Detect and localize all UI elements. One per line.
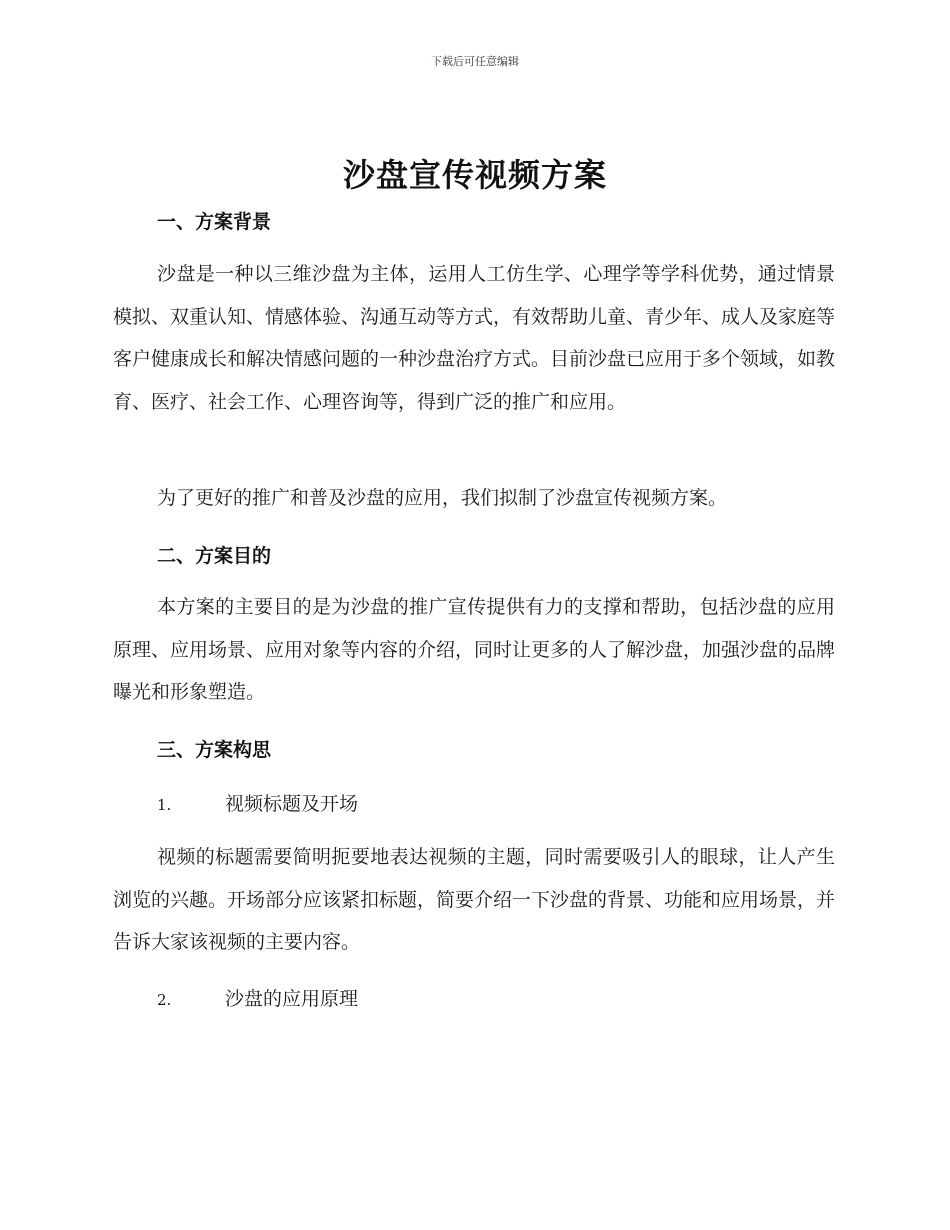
list-item-title-opening xyxy=(157,789,358,816)
list-item-label: 沙盘的应用原理 xyxy=(225,988,359,1010)
list-item-number: 2. xyxy=(157,991,172,1009)
document-title: 沙盘宣传视频方案 xyxy=(342,156,607,194)
paragraph-objective: 本方案的主要目的是为沙盘的推广宣传提供有力的支撑和帮助，包括沙盘的应用原理、应用场景、应用对象等内容的介绍，同时让更多的人了解沙盘，加强沙盘的品牌曝光和形象塑造。 xyxy=(113,596,836,703)
section-heading-background: 一、方案背景 xyxy=(157,211,272,233)
section-heading-objective: 二、方案目的 xyxy=(157,545,272,567)
header-note: 下载后可任意编辑 xyxy=(431,55,519,68)
paragraph-title-opening: 视频的标题需要简明扼要地表达视频的主题，同时需要吸引人的眼球，让人产生浏览的兴趣。开场部分应该紧扣标题，简要介绍一下沙盘的背景、功能和应用场景，并告诉大家该视频的主要内容。 xyxy=(113,846,836,953)
list-item-application-principle xyxy=(157,984,358,1011)
list-item-number: 1. xyxy=(157,796,172,814)
paragraph-purpose-intro: 为了更好的推广和普及沙盘的应用，我们拟制了沙盘宣传视频方案。 xyxy=(157,487,728,509)
paragraph-background: 沙盘是一种以三维沙盘为主体，运用人工仿生学、心理学等学科优势，通过情景模拟、双重认知、情感体验、沟通互动等方式，有效帮助儿童、青少年、成人及家庭等客户健康成长和解决情感问题的一种沙盘治疗方式。目前沙盘已应用于多个领域，如教育、医疗、社会工作、心理咨询等，得到广泛的推广和应用。 xyxy=(113,263,836,413)
list-item-label: 视频标题及开场 xyxy=(225,793,359,815)
section-heading-concept: 三、方案构思 xyxy=(157,739,272,761)
